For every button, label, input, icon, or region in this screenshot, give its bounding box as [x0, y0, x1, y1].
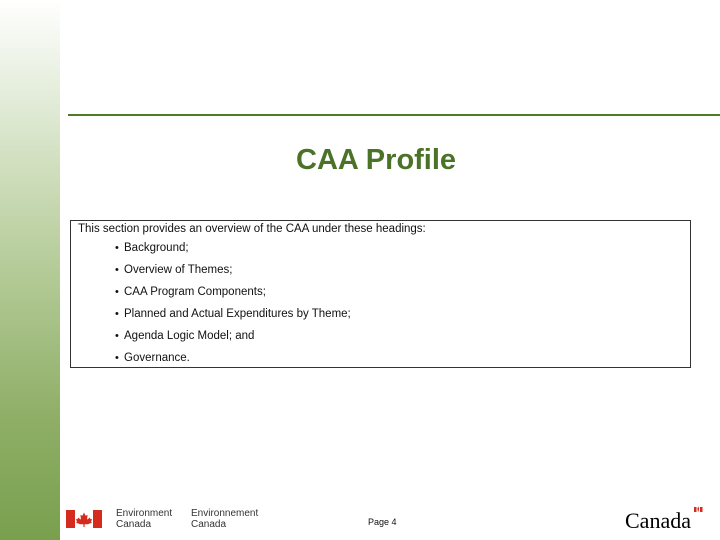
- bullet-icon: •: [115, 330, 119, 342]
- page-number: Page 4: [368, 517, 397, 527]
- list-item: [115, 308, 351, 330]
- agency-name-french: [191, 508, 258, 530]
- bullet-icon: •: [115, 242, 119, 254]
- bullet-text: Background;: [124, 242, 189, 254]
- bullet-text: Governance.: [124, 352, 190, 364]
- content-box: [70, 220, 691, 368]
- canada-flag-icon: [66, 510, 102, 528]
- list-item: [115, 330, 351, 352]
- bullet-text: Planned and Actual Expenditures by Theme;: [124, 308, 351, 320]
- agency-fr-line-2: Canada: [191, 519, 227, 530]
- list-item: [115, 352, 351, 374]
- agency-en-line-2: Canada: [116, 519, 152, 530]
- bullet-list: [115, 242, 351, 374]
- list-item: [115, 242, 351, 264]
- footer: [0, 500, 720, 540]
- agency-en-line-1: Environment: [116, 508, 173, 519]
- bullet-text: CAA Program Components;: [124, 286, 266, 298]
- top-rule: [68, 114, 720, 116]
- slide-title: CAA Profile: [296, 144, 457, 176]
- list-item: [115, 264, 351, 286]
- agency-name-english: [116, 508, 172, 530]
- bullet-icon: •: [115, 286, 119, 298]
- bullet-text: Overview of Themes;: [124, 264, 233, 276]
- agency-fr-line-1: Environnement: [191, 508, 259, 519]
- intro-text: This section provides an overview of the CAA under these headings:: [78, 223, 426, 235]
- bullet-icon: •: [115, 264, 119, 276]
- canada-wordmark-logo: [624, 506, 704, 532]
- bullet-icon: •: [115, 308, 119, 320]
- bullet-text: Agenda Logic Model; and: [124, 330, 255, 342]
- wordmark-text: Canada: [625, 508, 691, 532]
- side-gradient-bar: [0, 0, 60, 540]
- bullet-icon: •: [115, 352, 119, 364]
- list-item: [115, 286, 351, 308]
